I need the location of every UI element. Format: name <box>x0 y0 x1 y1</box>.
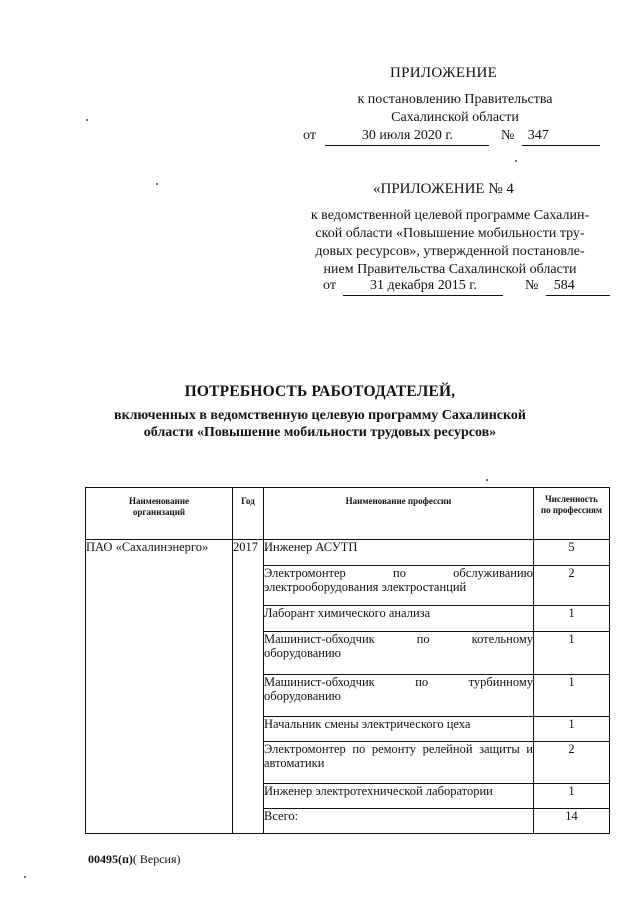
profession-cell: Электромонтер по обслуживанию электрооборудования электростанций <box>264 566 534 606</box>
profession-cell: Начальник смены электрического цеха <box>264 717 534 742</box>
organization-cell: ПАО «Сахалинэнерго» <box>86 540 233 834</box>
count-cell: 1 <box>534 784 610 809</box>
count-cell: 2 <box>534 742 610 784</box>
appendix4-line-2: ской области «Повышение мобильности тру- <box>315 226 585 241</box>
header-year: Год <box>233 488 264 540</box>
document-subtitle-line-1: включенных в ведомственную целевую программу Сахалинской <box>114 408 526 423</box>
resolution-line-1: к постановлению Правительства <box>357 92 553 107</box>
date-prefix: от <box>323 278 336 293</box>
appendix4-line-3: довых ресурсов», утвержденной постановле- <box>315 244 585 259</box>
resolution-number: 347 <box>522 127 600 146</box>
count-cell: 2 <box>534 566 610 606</box>
document-title: ПОТРЕБНОСТЬ РАБОТОДАТЕЛЕЙ, <box>184 383 456 400</box>
total-value: 14 <box>534 809 610 834</box>
appendix4-number: 584 <box>546 277 610 296</box>
resolution-line-2: Сахалинской области <box>391 110 519 125</box>
appendix4-line-4: нием Правительства Сахалинской области <box>323 262 577 277</box>
resolution-date: 30 июля 2020 г. <box>325 127 489 146</box>
count-cell: 1 <box>534 675 610 717</box>
appendix4-label: «ПРИЛОЖЕНИЕ № 4 <box>373 181 514 197</box>
date-prefix: от <box>303 128 316 143</box>
document-footer <box>88 852 181 867</box>
appendix4-line-1: к ведомственной целевой программе Сахалин- <box>310 208 590 223</box>
profession-cell: Электромонтер по ремонту релейной защиты и автоматики <box>264 742 534 784</box>
number-sign: № <box>524 278 539 293</box>
scan-speck <box>86 119 88 121</box>
scan-speck <box>486 479 488 481</box>
document-version: ( Версия) <box>132 852 181 866</box>
scan-speck <box>515 160 517 162</box>
count-cell: 1 <box>534 632 610 675</box>
scan-speck <box>156 183 158 185</box>
total-label: Всего: <box>264 809 534 834</box>
document-subtitle-line-2: области «Повышение мобильности трудовых ресурсов» <box>143 425 497 440</box>
year-cell: 2017 <box>233 540 264 834</box>
profession-cell: Лаборант химического анализа <box>264 606 534 632</box>
table-row <box>86 540 610 566</box>
profession-cell: Машинист-обходчик по турбинному оборудованию <box>264 675 534 717</box>
profession-cell: Машинист-обходчик по котельному оборудованию <box>264 632 534 675</box>
header-profession: Наименование профессии <box>264 488 534 540</box>
appendix4-date: 31 декабря 2015 г. <box>343 277 503 296</box>
appendix4-date-line <box>323 277 610 296</box>
count-cell: 1 <box>534 717 610 742</box>
document-code: 00495(п) <box>88 852 133 866</box>
appendix-label: ПРИЛОЖЕНИЕ <box>390 65 498 81</box>
header-org: Наименование организаций <box>86 488 233 540</box>
count-cell: 1 <box>534 606 610 632</box>
header-count: Численность по профессиям <box>534 488 610 540</box>
scan-speck <box>24 876 26 878</box>
resolution-date-line <box>303 127 600 146</box>
profession-cell: Инженер АСУТП <box>264 540 534 566</box>
number-sign: № <box>500 128 515 143</box>
table-header-row <box>86 488 610 540</box>
employer-needs-table <box>85 487 610 834</box>
profession-cell: Инженер электротехнической лаборатории <box>264 784 534 809</box>
count-cell: 5 <box>534 540 610 566</box>
